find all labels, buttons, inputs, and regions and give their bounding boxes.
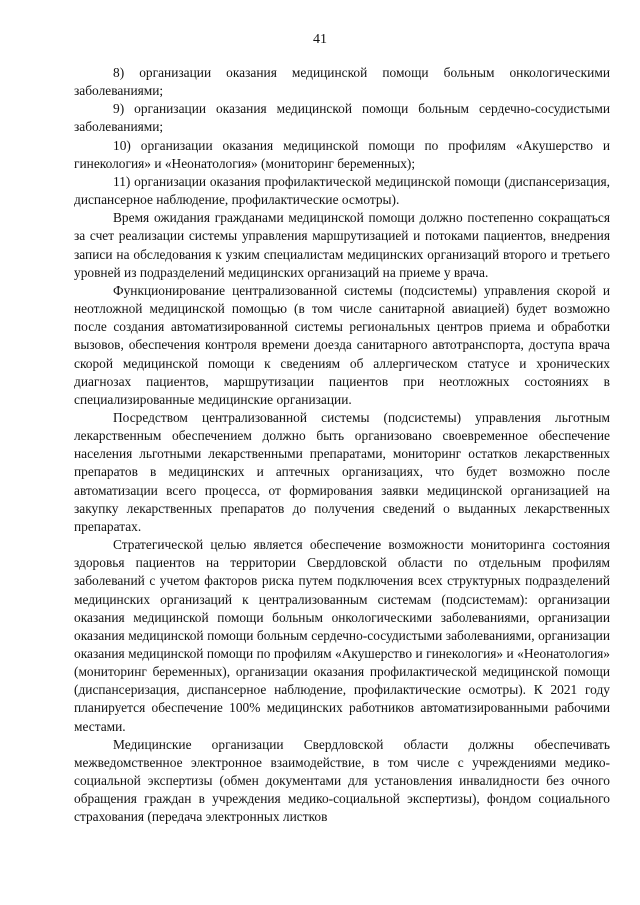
paragraph: Время ожидания гражданами медицинской помощи должно постепенно сокращаться за счет реализации системы управления маршрутизацией и потоками пациентов, внедрения записи на обследования к узким специалистам медицинских организаций второго и третьего уровней из подразделений медицинских организаций на приеме у врача. bbox=[74, 210, 610, 280]
page-number: 41 bbox=[313, 32, 327, 47]
paragraph: Функционирование централизованной системы (подсистемы) управления скорой и неотложной медицинской помощью (в том числе санитарной авиацией) будет возможно после создания автоматизированной системы региональных центров приема и обработки вызовов, обеспечения контроля времени доезда санитарного автотранспорта, доступа врача скорой медицинской помощи к сведениям об аллергическом статусе и хронических диагнозах пациентов, маршрутизации пациентов при неотложных состояниях в специализированные медицинские организации. bbox=[74, 282, 610, 407]
paragraph: Стратегической целью является обеспечение возможности мониторинга состояния здоровья пациентов на территории Свердловской области по отдельным профилям заболеваний с учетом факторов риска путем подключения всех структурных подразделений медицинских организаций к централизованным системам (подсистемам): организации оказания медицинской помощи больным онкологическими заболеваниями, организации оказания медицинской помощи больным сердечно-сосудистыми заболеваниями, организации оказания медицинской помощи по профилям «Акушерство и гинекология» и «Неонатология» (мониторинг беременных), организации оказания профилактической медицинской помощи (диспансеризация, диспансерное наблюдение, профилактические осмотры). К 2021 году планируется обеспечение 100% медицинских работников автоматизированными рабочими местами. bbox=[74, 537, 610, 734]
paragraph: 8) организации оказания медицинской помощи больным онкологическими заболеваниями; bbox=[74, 65, 610, 99]
paragraph: Посредством централизованной системы (подсистемы) управления льготным лекарственным обеспечением должно быть организовано своевременное обеспечение населения льготными лекарственными препаратами, мониторинг остатков лекарственных препаратов в медицинских и аптечных организациях, что будет возможно после автоматизации всего процесса, от формирования заявки медицинской организацией на закупку лекарственных препаратов до получения сведений о выданных лекарственных препаратах. bbox=[74, 409, 610, 534]
paragraph: 9) организации оказания медицинской помощи больным сердечно-сосудистыми заболеваниями; bbox=[74, 101, 610, 135]
paragraph: Медицинские организации Свердловской области должны обеспечивать межведомственное электронное взаимодействие, в том числе с учреждениями медико-социальной экспертизы (обмен документами для установления инвалидности без очного обращения граждан в учреждения медико-социальной экспертизы), фондом социального страхования (передача электронных листков bbox=[74, 736, 610, 825]
document-body bbox=[74, 64, 610, 827]
paragraph: 11) организации оказания профилактической медицинской помощи (диспансеризация, диспансерное наблюдение, профилактические осмотры). bbox=[74, 173, 610, 208]
paragraph: 10) организации оказания медицинской помощи по профилям «Акушерство и гинекология» и «Неонатология» (мониторинг беременных); bbox=[74, 137, 610, 171]
